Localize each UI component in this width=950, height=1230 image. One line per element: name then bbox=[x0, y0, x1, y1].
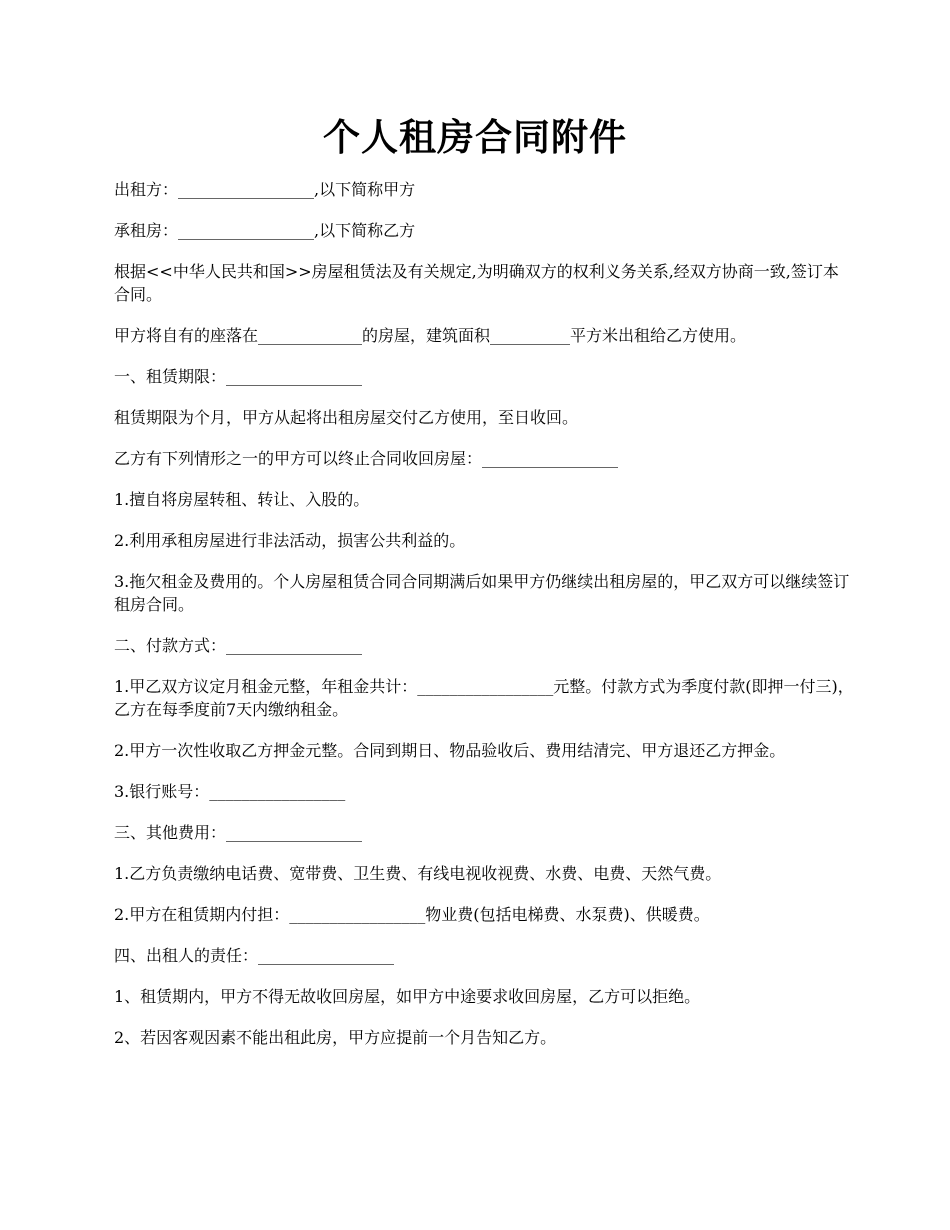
list-item-duties-2: 2、若因客观因素不能出租此房，甲方应提前一个月告知乙方。 bbox=[114, 1028, 557, 1047]
paragraph-property: 甲方将自有的座落在_____________的房屋，建筑面积__________平方米出租给乙方使用。 bbox=[114, 326, 747, 345]
list-item-fees-2: 2.甲方在租赁期内付担：_________________物业费(包括电梯费、水泵费)、供暖费。 bbox=[114, 905, 710, 924]
paragraph-lessee: 承租房：_________________,以下简称乙方 bbox=[114, 221, 416, 240]
section-heading-other-fees: 三、其他费用：_________________ bbox=[114, 823, 363, 842]
list-item-termination-1: 1.擅自将房屋转租、转让、入股的。 bbox=[114, 490, 370, 509]
list-item-termination-3: 3.拖欠租金及费用的。个人房屋租赁合同合同期满后如果甲方仍继续出租房屋的，甲乙双方可以继续签订租房合同。 bbox=[114, 572, 850, 614]
list-item-payment-3: 3.银行账号：_________________ bbox=[114, 782, 346, 801]
list-item-payment-2: 2.甲方一次性收取乙方押金元整。合同到期日、物品验收后、费用结清完、甲方退还乙方押金。 bbox=[114, 741, 786, 760]
section-heading-lessor-duties: 四、出租人的责任：_________________ bbox=[114, 946, 395, 965]
paragraph-termination: 乙方有下列情形之一的甲方可以终止合同收回房屋：_________________ bbox=[114, 449, 619, 468]
paragraph-lessor: 出租方：_________________,以下简称甲方 bbox=[114, 180, 416, 199]
list-item-payment-1: 1.甲乙双方议定月租金元整，年租金共计：_________________元整。付款方式为季度付款(即押一付三)，乙方在每季度前7天内缴纳租金。 bbox=[114, 677, 854, 719]
list-item-duties-1: 1、租赁期内，甲方不得无故收回房屋，如甲方中途要求收回房屋，乙方可以拒绝。 bbox=[114, 987, 701, 1006]
section-heading-payment: 二、付款方式：_________________ bbox=[114, 636, 363, 655]
list-item-fees-1: 1.乙方负责缴纳电话费、宽带费、卫生费、有线电视收视费、水费、电费、天然气费。 bbox=[114, 864, 722, 883]
paragraph-preamble: 根据<<中华人民共和国>>房屋租赁法及有关规定,为明确双方的权利义务关系,经双方协商一致,签订本合同。 bbox=[114, 262, 839, 304]
document-title: 个人租房合同附件 bbox=[323, 115, 627, 159]
paragraph-lease-term: 租赁期限为个月，甲方从起将出租房屋交付乙方使用，至日收回。 bbox=[114, 408, 579, 427]
list-item-termination-2: 2.利用承租房屋进行非法活动，损害公共利益的。 bbox=[114, 531, 466, 550]
document-body bbox=[114, 178, 854, 1067]
section-heading-lease-term: 一、租赁期限：_________________ bbox=[114, 367, 363, 386]
